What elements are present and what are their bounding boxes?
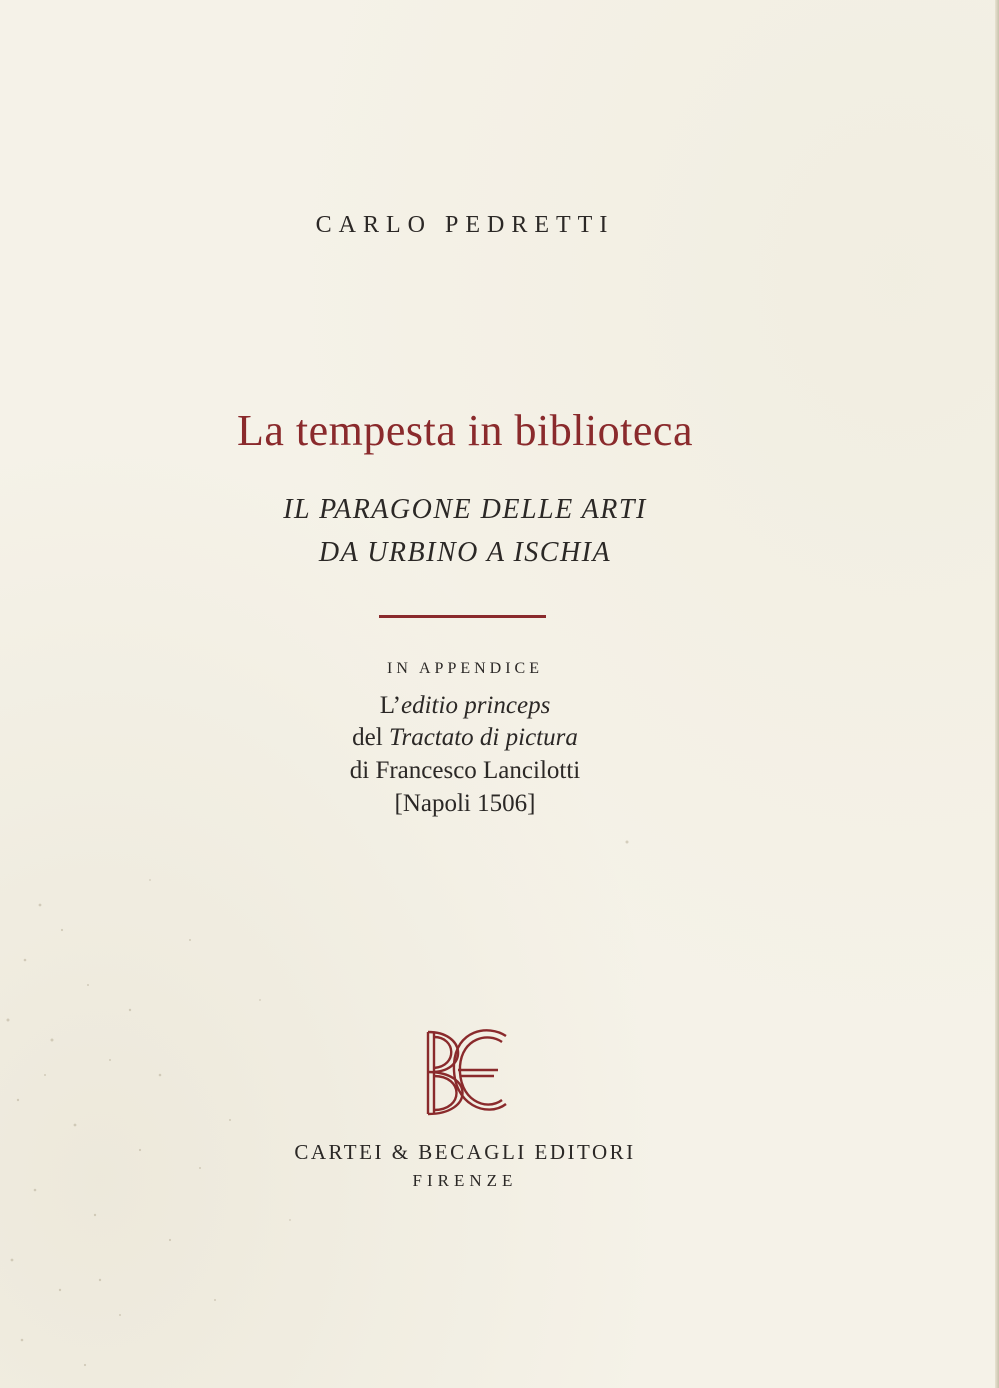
- appendix-line-4: [Napoli 1506]: [394, 790, 536, 817]
- book-title: La tempesta in biblioteca: [236, 406, 693, 455]
- publisher-name: CARTEI & BECAGLI EDITORI: [294, 1140, 636, 1164]
- appendix-line-3: di Francesco Lancilotti: [349, 757, 581, 784]
- appendix-line-1: [0, 692, 930, 720]
- divider-rule: [379, 615, 546, 618]
- page-edge: [995, 0, 999, 1388]
- appendix-line-2-prefix: del: [352, 724, 389, 751]
- appendix-line-2: [0, 724, 930, 752]
- appendix-line-1-prefix: L’: [379, 692, 402, 719]
- publisher-city: FIRENZE: [412, 1171, 518, 1190]
- subtitle-line-2: DA URBINO A ISCHIA: [318, 537, 612, 568]
- appendix-line-1-italic: editio princeps: [401, 692, 551, 719]
- appendix-line-2-italic: Tractato di pictura: [388, 724, 578, 751]
- appendix-heading: IN APPENDICE: [386, 660, 543, 677]
- subtitle-line-1: IL PARAGONE DELLE ARTI: [283, 494, 647, 525]
- author-name: CARLO PEDRETTI: [315, 212, 615, 238]
- publisher-logo: [418, 1020, 510, 1120]
